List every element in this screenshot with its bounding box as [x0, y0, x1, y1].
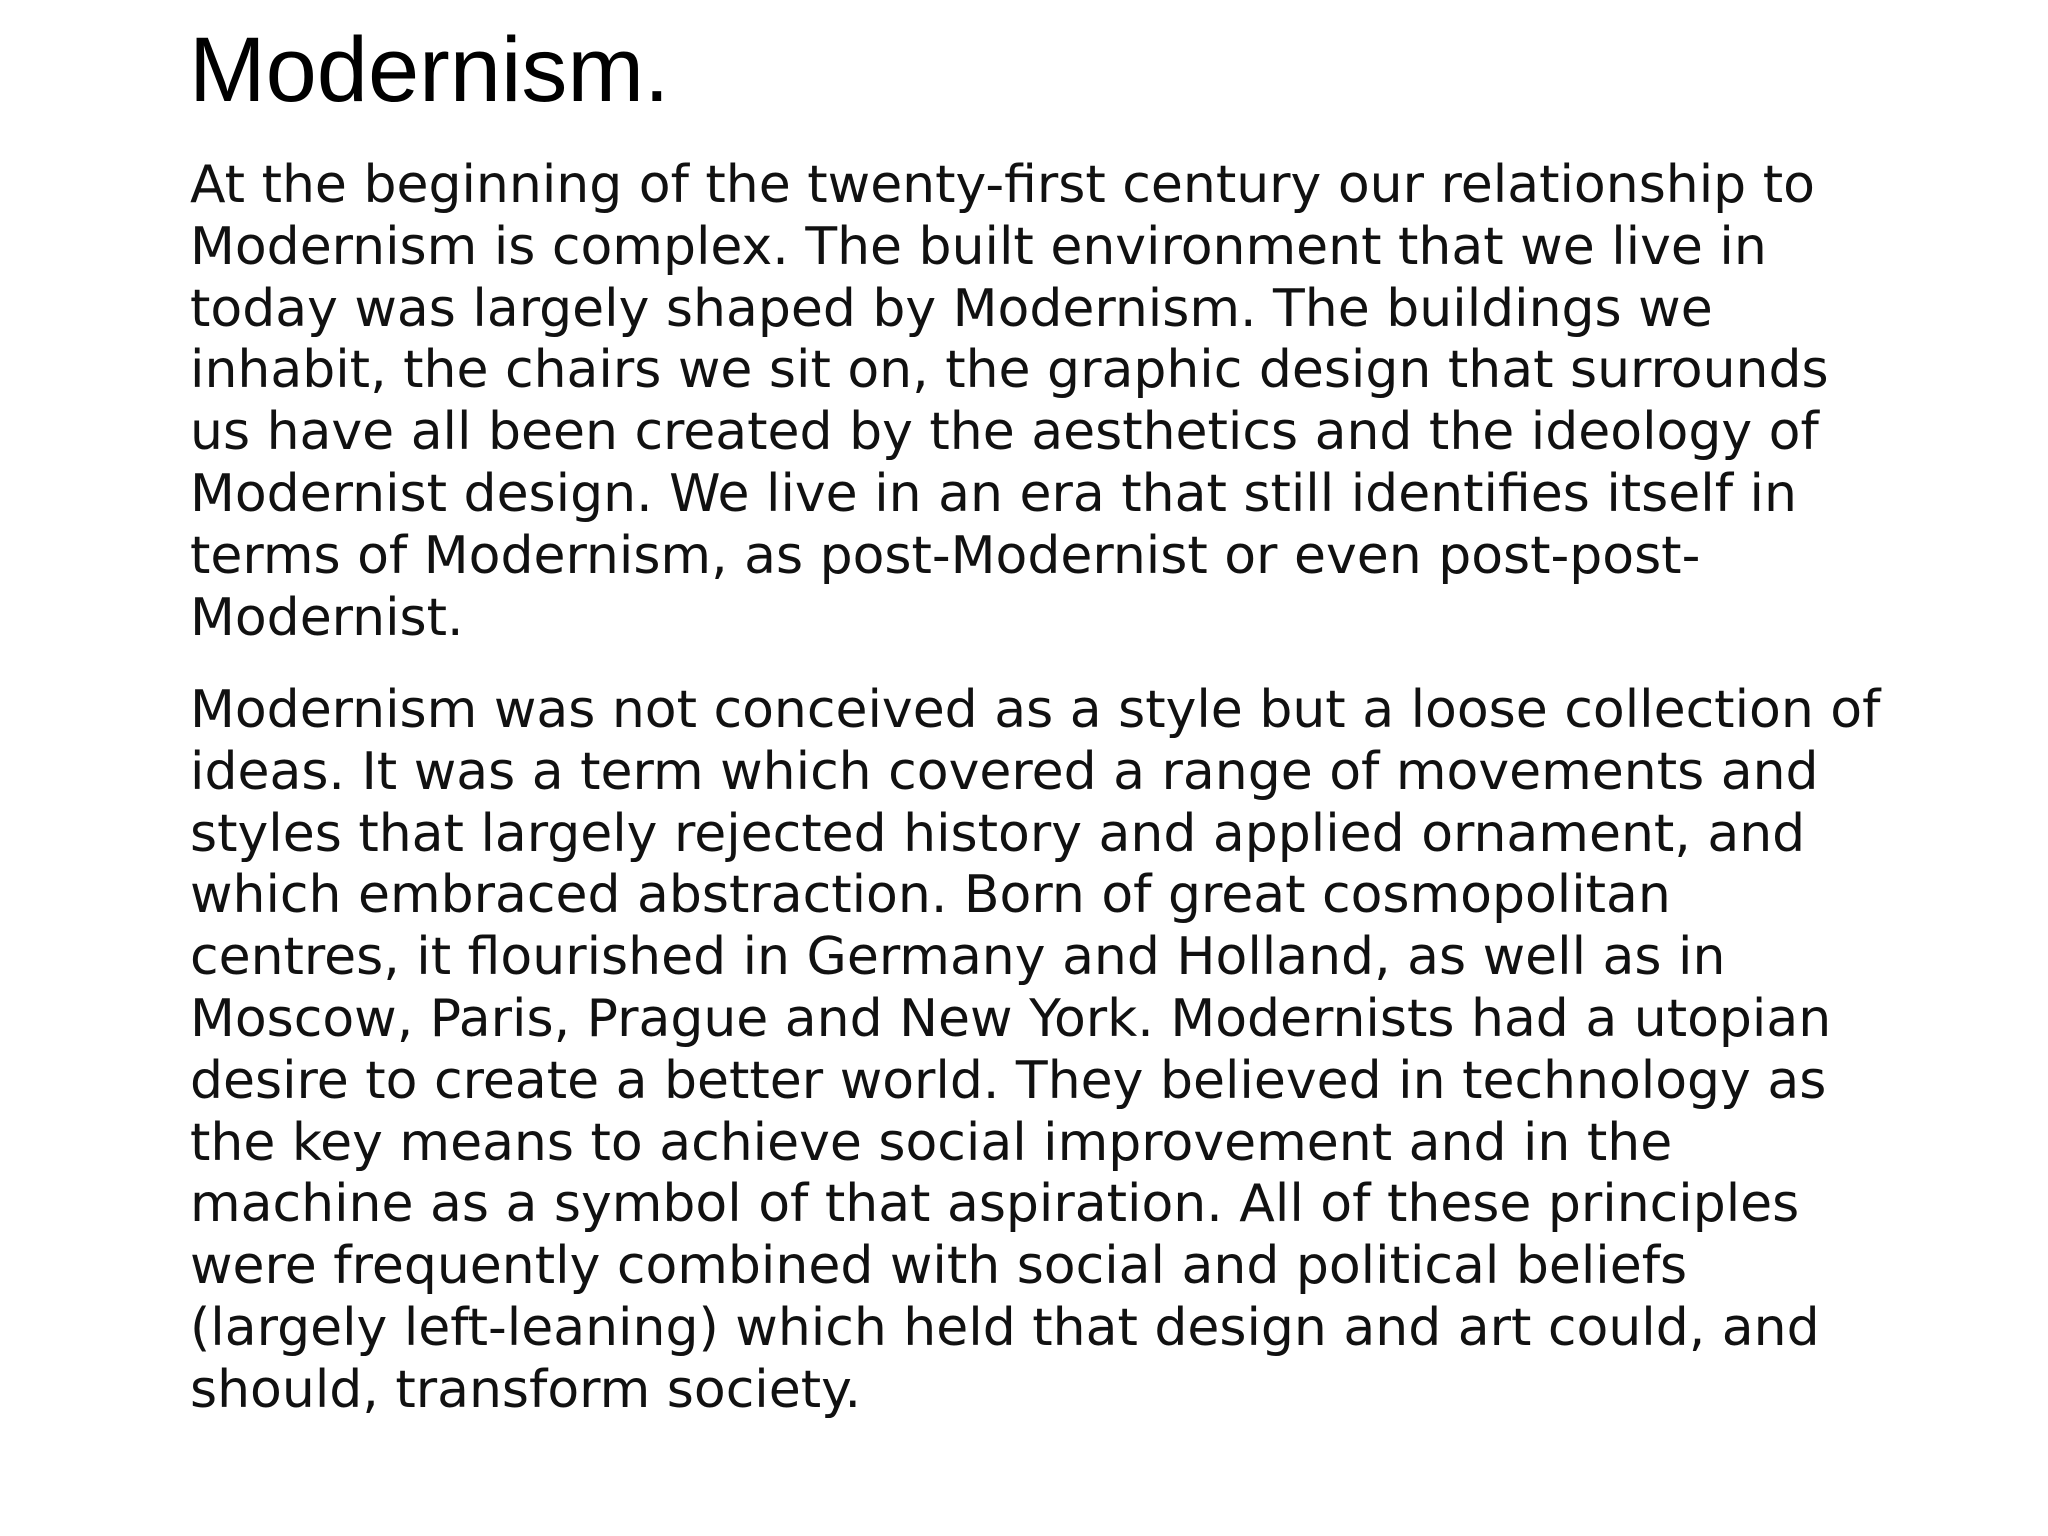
paragraph-line: the key means to achieve social improvement and in the: [190, 1112, 1673, 1173]
paragraph-2: [190, 680, 1890, 1422]
paragraph-line: were frequently combined with social and political beliefs: [190, 1236, 1688, 1297]
paragraph-line: Modernism is complex. The built environment that we live in: [190, 216, 1767, 277]
paragraph-line: (largely left-leaning) which held that design and art could, and: [190, 1297, 1820, 1358]
paragraph-line: should, transform society.: [190, 1359, 861, 1420]
paragraph-1: [190, 155, 1890, 649]
paragraph-line: At the beginning of the twenty-first century our relationship to: [190, 155, 1815, 215]
paragraph-line: ideas. It was a term which covered a range of movements and: [190, 741, 1819, 802]
paragraph-line: styles that largely rejected history and applied ornament, and: [190, 803, 1806, 864]
paragraph-line: machine as a symbol of that aspiration. All of these principles: [190, 1174, 1800, 1235]
paragraph-line: inhabit, the chairs we sit on, the graphic design that surrounds: [190, 340, 1829, 401]
slide-title: Modernism.: [189, 19, 670, 121]
paragraph-line: today was largely shaped by Modernism. The buildings we: [190, 278, 1713, 339]
paragraph-line: us have all been created by the aesthetics and the ideology of: [190, 402, 1819, 463]
paragraph-line: desire to create a better world. They believed in technology as: [190, 1050, 1827, 1111]
paragraph-line: Modernism was not conceived as a style but a loose collection of: [190, 680, 1881, 740]
paragraph-line: terms of Modernism, as post-Modernist or even post-post-: [190, 525, 1701, 586]
paragraph-line: which embraced abstraction. Born of great cosmopolitan: [190, 865, 1671, 926]
paragraph-line: centres, it flourished in Germany and Holland, as well as in: [190, 927, 1726, 988]
paragraph-line: Modernist design. We live in an era that still identifies itself in: [190, 463, 1797, 524]
paragraph-line: Moscow, Paris, Prague and New York. Modernists had a utopian: [190, 988, 1832, 1049]
paragraph-line: Modernist.: [190, 587, 464, 648]
